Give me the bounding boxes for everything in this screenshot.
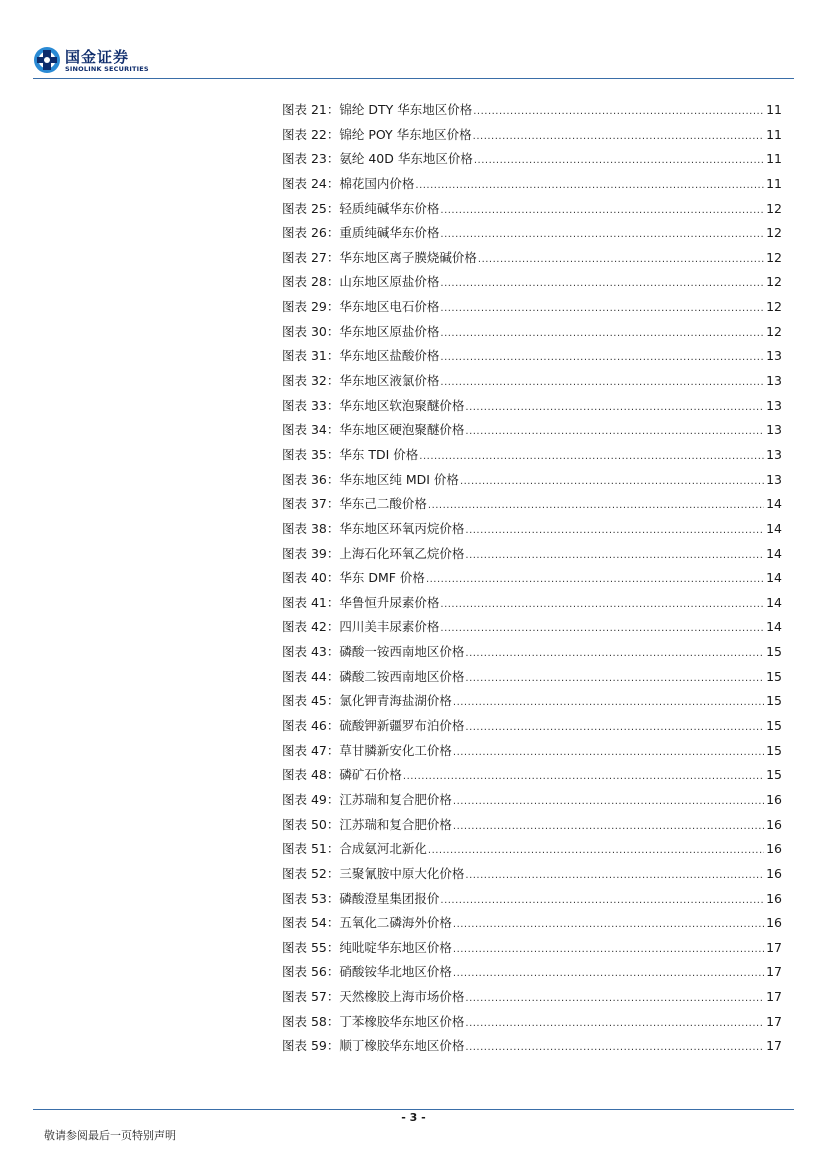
toc-entry[interactable] xyxy=(282,837,782,862)
toc-dot-leader xyxy=(419,445,764,470)
toc-entry-title: 图表 28：山东地区原盐价格 xyxy=(282,274,440,290)
disclaimer-note: 敬请参阅最后一页特别声明 xyxy=(44,1129,176,1142)
toc-entry-title: 图表 42：四川美丰尿素价格 xyxy=(282,619,440,635)
toc-entry[interactable] xyxy=(282,542,782,567)
toc-entry-title: 图表 26：重质纯碱华东价格 xyxy=(282,225,440,241)
toc-entry-page: 11 xyxy=(766,102,782,117)
toc-dot-leader xyxy=(465,420,764,445)
toc-dot-leader xyxy=(440,297,764,322)
toc-entry-title: 图表 59：顺丁橡胶华东地区价格 xyxy=(282,1038,465,1054)
toc-entry[interactable] xyxy=(282,566,782,591)
toc-entry-title: 图表 44：磷酸二铵西南地区价格 xyxy=(282,668,465,684)
toc-entry[interactable] xyxy=(282,1010,782,1035)
toc-entry-page: 12 xyxy=(766,249,782,265)
toc-entry-title: 图表 45：氯化钾青海盐湖价格 xyxy=(282,693,452,709)
toc-entry-title: 图表 21：锦纶 DTY 华东地区价格 xyxy=(282,102,473,117)
toc-dot-leader xyxy=(440,199,764,224)
toc-entry-page: 14 xyxy=(766,570,782,586)
toc-entry[interactable] xyxy=(282,246,782,271)
toc-entry[interactable] xyxy=(282,985,782,1010)
toc-dot-leader xyxy=(453,938,764,963)
toc-entry-page: 17 xyxy=(766,939,782,955)
toc-entry-title: 图表 30：华东地区原盐价格 xyxy=(282,323,440,339)
logo-emblem-icon xyxy=(33,46,61,74)
toc-dot-leader xyxy=(440,272,764,297)
toc-entry-title: 图表 48：磷矿石价格 xyxy=(282,767,402,783)
toc-entry[interactable] xyxy=(282,517,782,542)
toc-entry[interactable] xyxy=(282,147,782,172)
toc-dot-leader xyxy=(453,691,764,716)
toc-entry-title: 图表 35：华东 TDI 价格 xyxy=(282,446,419,462)
page-header xyxy=(0,0,827,80)
toc-entry-page: 15 xyxy=(766,767,782,783)
toc-dot-leader xyxy=(474,149,764,174)
toc-entry-page: 13 xyxy=(766,446,782,462)
toc-dot-leader xyxy=(465,642,764,667)
toc-entry-page: 12 xyxy=(766,299,782,315)
toc-entry-page: 11 xyxy=(766,126,782,142)
toc-entry-page: 17 xyxy=(766,964,782,980)
toc-entry-page: 12 xyxy=(766,225,782,241)
toc-dot-leader xyxy=(440,617,764,642)
toc-entry[interactable] xyxy=(282,739,782,764)
logo-english-name: SINOLINK SECURITIES xyxy=(65,65,149,73)
toc-dot-leader xyxy=(428,839,764,864)
toc-entry-title: 图表 38：华东地区环氧丙烷价格 xyxy=(282,520,465,536)
toc-entry-title: 图表 32：华东地区液氯价格 xyxy=(282,373,440,389)
toc-entry[interactable] xyxy=(282,714,782,739)
page-number: - 3 - xyxy=(401,1111,426,1124)
toc-entry-title: 图表 25：轻质纯碱华东价格 xyxy=(282,200,440,216)
toc-entry[interactable] xyxy=(282,689,782,714)
toc-dot-leader xyxy=(465,667,764,692)
toc-entry-page: 17 xyxy=(766,1013,782,1029)
toc-entry[interactable] xyxy=(282,1034,782,1059)
toc-entry-page: 14 xyxy=(766,619,782,635)
toc-entry[interactable] xyxy=(282,960,782,985)
toc-entry-page: 13 xyxy=(766,348,782,364)
toc-dot-leader xyxy=(440,593,764,618)
toc-entry-title: 图表 36：华东地区纯 MDI 价格 xyxy=(282,471,459,487)
toc-entry[interactable] xyxy=(282,911,782,936)
toc-entry-page: 15 xyxy=(766,693,782,709)
toc-entry[interactable] xyxy=(282,270,782,295)
toc-entry-title: 图表 47：草甘膦新安化工价格 xyxy=(282,742,452,758)
toc-entry-page: 15 xyxy=(766,668,782,684)
toc-dot-leader xyxy=(473,125,764,150)
toc-entry-title: 图表 50：江苏瑞和复合肥价格 xyxy=(282,816,452,832)
toc-dot-leader xyxy=(465,1036,764,1061)
toc-entry-page: 12 xyxy=(766,200,782,216)
toc-entry-title: 图表 31：华东地区盐酸价格 xyxy=(282,348,440,364)
toc-dot-leader xyxy=(440,346,764,371)
toc-entry-title: 图表 57：天然橡胶上海市场价格 xyxy=(282,989,465,1005)
toc-entry-title: 图表 54：五氧化二磷海外价格 xyxy=(282,915,452,931)
figure-table-of-contents xyxy=(282,98,782,1059)
toc-dot-leader xyxy=(426,568,764,593)
toc-entry[interactable] xyxy=(282,418,782,443)
toc-entry[interactable] xyxy=(282,344,782,369)
toc-entry-title: 图表 41：华鲁恒升尿素价格 xyxy=(282,594,440,610)
toc-entry-page: 13 xyxy=(766,373,782,389)
toc-entry-page: 16 xyxy=(766,841,782,857)
toc-entry-title: 图表 43：磷酸一铵西南地区价格 xyxy=(282,644,465,660)
toc-dot-leader xyxy=(465,396,764,421)
toc-entry-page: 14 xyxy=(766,545,782,561)
toc-entry-title: 图表 27：华东地区离子膜烧碱价格 xyxy=(282,249,477,265)
toc-entry-page: 14 xyxy=(766,520,782,536)
toc-entry[interactable] xyxy=(282,369,782,394)
toc-entry[interactable] xyxy=(282,197,782,222)
toc-entry[interactable] xyxy=(282,443,782,468)
toc-entry-page: 15 xyxy=(766,644,782,660)
toc-entry[interactable] xyxy=(282,763,782,788)
toc-dot-leader xyxy=(465,544,764,569)
toc-entry-title: 图表 24：棉花国内价格 xyxy=(282,175,415,191)
toc-entry-page: 13 xyxy=(766,422,782,438)
toc-entry-page: 16 xyxy=(766,865,782,881)
toc-entry[interactable] xyxy=(282,615,782,640)
toc-entry-title: 图表 49：江苏瑞和复合肥价格 xyxy=(282,791,452,807)
toc-dot-leader xyxy=(403,765,764,790)
toc-dot-leader xyxy=(453,815,764,840)
logo-chinese-name: 国金证券 xyxy=(65,48,130,66)
toc-dot-leader xyxy=(453,741,764,766)
toc-entry-page: 13 xyxy=(766,471,782,487)
toc-entry[interactable] xyxy=(282,665,782,690)
toc-dot-leader xyxy=(465,1012,764,1037)
toc-entry[interactable] xyxy=(282,591,782,616)
toc-entry-page: 12 xyxy=(766,323,782,339)
toc-entry-title: 图表 40：华东 DMF 价格 xyxy=(282,570,425,586)
toc-dot-leader xyxy=(465,987,764,1012)
toc-entry[interactable] xyxy=(282,640,782,665)
toc-dot-leader xyxy=(415,174,764,199)
toc-entry-page: 12 xyxy=(766,274,782,290)
toc-entry[interactable] xyxy=(282,887,782,912)
toc-entry[interactable] xyxy=(282,936,782,961)
toc-entry[interactable] xyxy=(282,98,782,123)
toc-dot-leader xyxy=(440,223,764,248)
toc-entry-page: 16 xyxy=(766,791,782,807)
toc-entry[interactable] xyxy=(282,295,782,320)
toc-entry-title: 图表 39：上海石化环氧乙烷价格 xyxy=(282,545,465,561)
footer-divider xyxy=(33,1109,794,1110)
toc-dot-leader xyxy=(460,470,764,495)
toc-dot-leader xyxy=(465,716,764,741)
toc-entry-title: 图表 22：锦纶 POY 华东地区价格 xyxy=(282,126,472,142)
toc-entry-page: 17 xyxy=(766,989,782,1005)
header-divider xyxy=(33,78,794,79)
toc-entry[interactable] xyxy=(282,320,782,345)
toc-dot-leader xyxy=(440,371,764,396)
toc-entry-page: 14 xyxy=(766,496,782,512)
toc-entry[interactable] xyxy=(282,492,782,517)
toc-dot-leader xyxy=(440,889,764,914)
toc-entry-title: 图表 46：硫酸钾新疆罗布泊价格 xyxy=(282,718,465,734)
toc-entry-page: 15 xyxy=(766,742,782,758)
toc-entry-title: 图表 23：氨纶 40D 华东地区价格 xyxy=(282,151,473,167)
toc-entry[interactable] xyxy=(282,813,782,838)
toc-entry-title: 图表 53：磷酸澄星集团报价 xyxy=(282,890,440,906)
toc-entry-page: 11 xyxy=(766,151,782,167)
toc-entry-page: 14 xyxy=(766,594,782,610)
toc-entry[interactable] xyxy=(282,123,782,148)
toc-entry-title: 图表 55：纯吡啶华东地区价格 xyxy=(282,939,452,955)
toc-entry[interactable] xyxy=(282,468,782,493)
toc-entry-page: 11 xyxy=(766,175,782,191)
toc-entry-title: 图表 29：华东地区电石价格 xyxy=(282,299,440,315)
toc-entry-title: 图表 37：华东己二酸价格 xyxy=(282,496,427,512)
toc-entry[interactable] xyxy=(282,394,782,419)
toc-entry-page: 13 xyxy=(766,397,782,413)
toc-entry-page: 16 xyxy=(766,915,782,931)
toc-entry-page: 16 xyxy=(766,890,782,906)
toc-entry-title: 图表 34：华东地区硬泡聚醚价格 xyxy=(282,422,465,438)
toc-entry-page: 17 xyxy=(766,1038,782,1054)
toc-dot-leader xyxy=(453,913,764,938)
toc-entry[interactable] xyxy=(282,862,782,887)
toc-dot-leader xyxy=(453,962,764,987)
toc-entry[interactable] xyxy=(282,221,782,246)
toc-entry[interactable] xyxy=(282,172,782,197)
toc-dot-leader xyxy=(473,100,764,125)
toc-dot-leader xyxy=(478,248,764,273)
company-logo xyxy=(33,46,163,76)
toc-entry-title: 图表 51：合成氨河北新化 xyxy=(282,841,427,857)
toc-dot-leader xyxy=(453,790,764,815)
toc-entry-title: 图表 52：三聚氰胺中原大化价格 xyxy=(282,865,465,881)
toc-dot-leader xyxy=(465,864,764,889)
toc-dot-leader xyxy=(428,494,764,519)
toc-dot-leader xyxy=(440,322,764,347)
toc-entry-title: 图表 33：华东地区软泡聚醚价格 xyxy=(282,397,465,413)
toc-entry-title: 图表 58：丁苯橡胶华东地区价格 xyxy=(282,1013,465,1029)
toc-entry[interactable] xyxy=(282,788,782,813)
toc-entry-title: 图表 56：硝酸铵华北地区价格 xyxy=(282,964,452,980)
toc-entry-page: 16 xyxy=(766,816,782,832)
toc-entry-page: 15 xyxy=(766,718,782,734)
toc-dot-leader xyxy=(465,519,764,544)
